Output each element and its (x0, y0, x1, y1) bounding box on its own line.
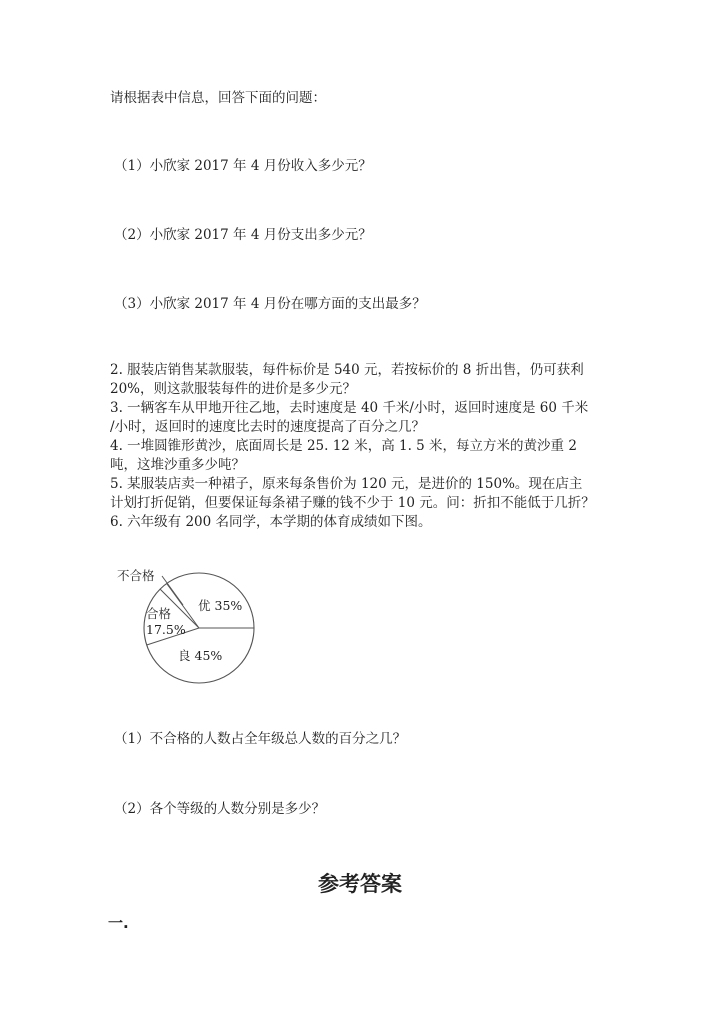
label-pass-percent (146, 622, 186, 637)
question-6-1: （1）不合格的人数占全年级总人数的百分之几？ (114, 731, 407, 747)
question-1-1: （1）小欣家 2017 年 4 月份收入多少元？ (114, 158, 372, 174)
problem-2-line-1: 2. 服装店销售某款服装，每件标价是 540 元，若按标价的 8 折出售，仍可获利 (110, 362, 584, 378)
problem-2-line-2: 20%，则这款服装每件的进价是多少元？ (110, 381, 357, 397)
problem-5-line-1: 5. 某服装店卖一种裙子，原来每条售价为 120 元，是进价的 150%。现在店主 (110, 476, 583, 492)
label-excellent (198, 598, 242, 613)
label-pass-percent-text: 17.5% (146, 622, 186, 637)
label-fail (117, 568, 155, 583)
question-1-3: （3）小欣家 2017 年 4 月份在哪方面的支出最多？ (114, 296, 426, 312)
intro-text: 请根据表中信息，回答下面的问题： (110, 90, 326, 106)
label-good-text: 良 (178, 648, 191, 663)
label-pass-text: 合格 (146, 606, 172, 621)
grade-pie-chart (108, 560, 268, 690)
question-1-2: （2）小欣家 2017 年 4 月份支出多少元？ (114, 227, 372, 243)
problem-4-line-1: 4. 一堆圆锥形黄沙，底面周长是 25. 12 米，高 1. 5 米，每立方米的黄沙重 2 (110, 438, 577, 454)
question-6-2: （2）各个等级的人数分别是多少？ (114, 801, 326, 817)
problem-4-line-2: 吨，这堆沙重多少吨？ (110, 457, 245, 473)
section-mark: 一. (108, 914, 129, 932)
label-excellent-text: 优 (198, 598, 211, 613)
label-good-percent: 45% (194, 648, 223, 663)
label-good (178, 648, 222, 663)
problem-6-line-1: 6. 六年级有 200 名同学，本学期的体育成绩如下图。 (110, 514, 432, 530)
problem-3-line-2: /小时，返回时的速度比去时的速度提高了百分之几？ (110, 419, 426, 435)
label-fail-text: 不合格 (117, 568, 155, 583)
label-pass (146, 606, 171, 621)
problem-3-line-1: 3. 一辆客车从甲地开往乙地，去时速度是 40 千米/小时，返回时速度是 60 千米 (110, 400, 589, 416)
problem-5-line-2: 计划打折促销，但要保证每条裙子赚的钱不少于 10 元。问：折扣不能低于几折？ (110, 495, 595, 511)
label-excellent-percent: 35% (214, 598, 243, 613)
answer-heading: 参考答案 (318, 872, 402, 896)
